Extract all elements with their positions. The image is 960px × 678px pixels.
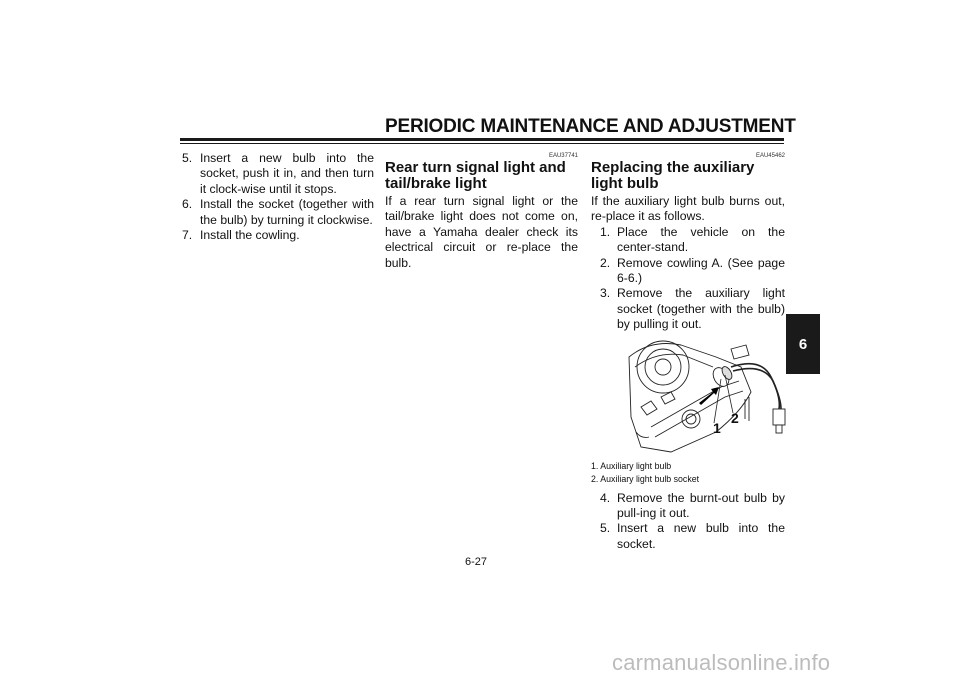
step-number: 4. (600, 490, 611, 505)
step-number: 3. (600, 286, 611, 301)
step-1 (591, 225, 785, 256)
step-number: 5. (600, 521, 611, 536)
figure-caption-2: 2. Auxiliary light bulb socket (591, 473, 700, 484)
step-text: Insert a new bulb into the socket, push it in, and then turn it clock-wise until it stops. (200, 151, 374, 196)
step-number: 6. (182, 197, 193, 212)
header-rule-thick (180, 138, 784, 141)
step-4 (591, 491, 785, 522)
chapter-tab (786, 314, 820, 374)
watermark: carmanualsonline.info (612, 650, 831, 675)
step-number: 7. (182, 228, 193, 243)
middle-column (385, 151, 578, 271)
section-intro: If the auxiliary light bulb burns out, re-place it as follows. (591, 194, 785, 224)
right-column (591, 151, 785, 552)
step-2 (591, 256, 785, 287)
page-header-title: PERIODIC MAINTENANCE AND ADJUSTMENT (385, 116, 796, 137)
step-text: Insert a new bulb into the socket. (617, 521, 785, 551)
callout-2: 2 (731, 409, 739, 426)
step-7 (182, 228, 374, 243)
section-heading: Replacing the auxiliary light bulb (591, 159, 755, 192)
step-text: Install the socket (together with the bulb) by turning it clockwise. (200, 197, 374, 227)
step-text: Remove the auxiliary light socket (together with the bulb) by pulling it out. (617, 286, 785, 332)
step-3 (591, 286, 785, 332)
headlight-assembly-drawing (621, 337, 799, 457)
left-column (182, 151, 374, 243)
step-5 (182, 151, 374, 197)
section-body: If a rear turn signal light or the tail/brake light does not come on, have a Yamaha dealer check its electrical circuit or re-place the bulb. (385, 194, 578, 270)
chapter-tab-label: 6 (798, 335, 808, 353)
callout-1: 1 (713, 419, 721, 436)
step-number: 5. (182, 151, 193, 165)
step-5-socket (591, 521, 785, 552)
step-text: Install the cowling. (200, 228, 300, 243)
step-text: Place the vehicle on the center-stand. (617, 224, 785, 255)
step-6 (182, 197, 374, 228)
step-text: Remove cowling A. (See page 6-6.) (617, 255, 785, 286)
auxiliary-light-illustration (621, 337, 799, 457)
section-heading: Rear turn signal light and tail/brake light (385, 159, 566, 192)
section-code: EAU45462 (755, 153, 785, 159)
page-number: 6-27 (465, 556, 488, 568)
step-number: 1. (600, 224, 611, 239)
section-code: EAU37741 (548, 153, 578, 159)
step-text: Remove the burnt-out bulb by pull-ing it out. (617, 490, 785, 521)
step-number: 2. (600, 255, 611, 270)
header-rule-thin (180, 143, 784, 144)
figure-caption-1: 1. Auxiliary light bulb (591, 460, 672, 471)
